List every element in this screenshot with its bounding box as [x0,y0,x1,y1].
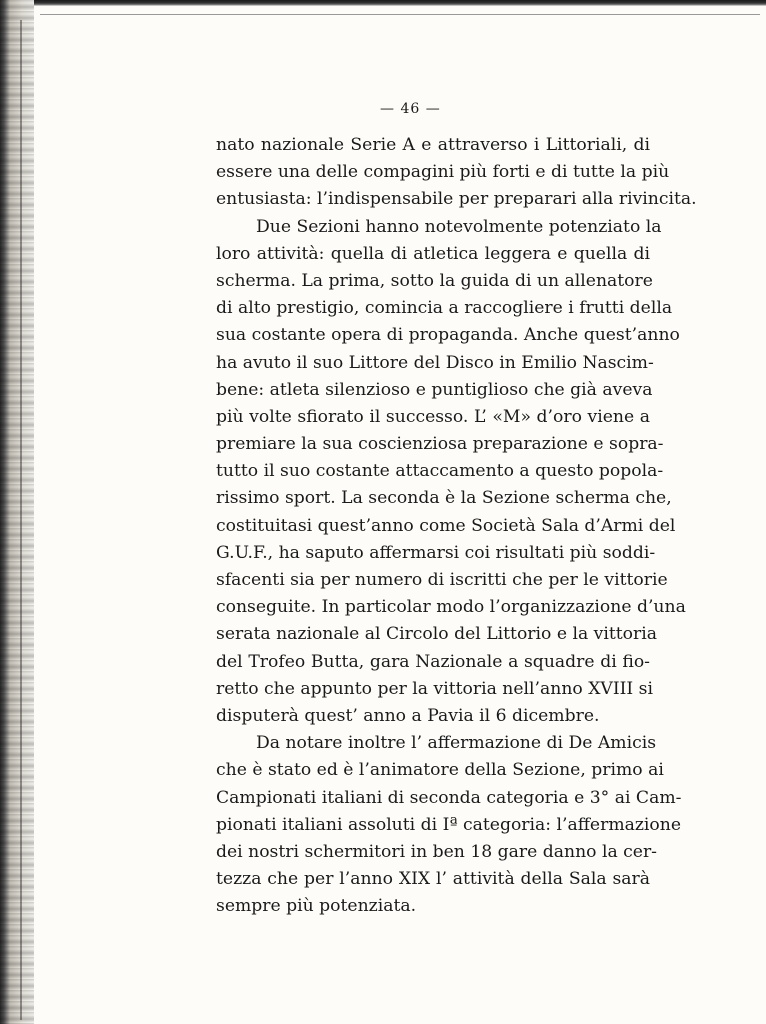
text-line: conseguite. In particolar modo l’organizzazione d’una [216,597,686,618]
text-line: sua costante opera di propaganda. Anche quest’anno [216,325,680,346]
top-edge-rule [0,0,766,6]
text-line: essere una delle compagini più forti e di tutte la più [216,162,670,183]
text-line: rissimo sport. La seconda è la Sezione scherma che, [216,488,672,509]
text-line: dei nostri schermitori in ben 18 gare danno la cer- [216,841,657,862]
text-line: costituitasi quest’anno come Società Sala d’Armi del [216,515,676,536]
text-line: G.U.F., ha saputo affermarsi coi risultati più soddi- [216,542,656,563]
text-line: pionati italiani assoluti di Iª categoria: l’affermazione [216,814,682,835]
text-line: disputerà quest’ anno a Pavia il 6 dicembre. [216,705,600,726]
text-line: di alto prestigio, comincia a raccogliere i frutti della [216,298,673,319]
text-line: retto che appunto per la vittoria nell’anno XVIII si [216,678,653,699]
top-thin-rule [40,14,760,15]
text-line: nato nazionale Serie A e attraverso i Littoriali, di [216,135,650,155]
book-binding-edge [0,0,34,1024]
text-line: ha avuto il suo Littore del Disco in Emilio Nascim- [216,352,654,373]
text-line: sempre più potenziata. [216,896,417,917]
text-line: serata nazionale al Circolo del Littorio e la vittoria [216,624,657,645]
text-line: più volte sfiorato il successo. L’ «M» d’oro viene a [216,406,650,427]
text-line: che è stato ed è l’animatore della Sezione, primo ai [216,760,664,781]
text-line: Da notare inoltre l’ affermazione di De Amicis [256,733,657,754]
text-line: scherma. La prima, sotto la guida di un allenatore [216,270,653,291]
text-line: premiare la sua coscienziosa preparazione e sopra- [216,434,664,455]
binding-shadow-line [20,20,22,1020]
text-line: sfacenti sia per numero di iscritti che per le vittorie [216,570,668,590]
text-line: Campionati italiani di seconda categoria e 3° ai Cam- [216,787,682,808]
text-line: loro attività: quella di atletica leggera e quella di [216,243,650,264]
text-line: bene: atleta silenzioso e puntiglioso che già aveva [216,379,653,400]
text-line: tutto il suo costante attaccamento a questo popola- [216,461,664,482]
text-line: tezza che per l’anno XIX l’ attività della Sala sarà [216,869,650,890]
text-line: entusiasta: l’indispensabile per preparari alla rivincita. [216,189,697,210]
text-line: del Trofeo Butta, gara Nazionale a squadre di fio- [216,651,650,672]
body-text [216,132,697,920]
page-number: — 46 — [380,101,441,117]
text-line: Due Sezioni hanno notevolmente potenziato la [256,216,662,237]
